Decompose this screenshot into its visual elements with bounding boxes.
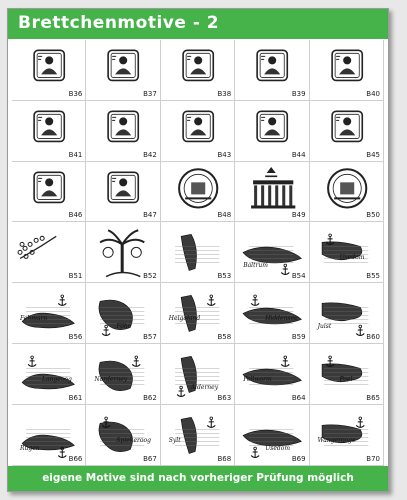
pisces-zodiac-icon xyxy=(34,50,64,80)
motif-cell-b40[interactable] xyxy=(310,40,384,101)
motif-cell-b53[interactable] xyxy=(161,222,235,283)
sagittarius-zodiac-icon xyxy=(34,111,64,141)
pirates-palm-icon xyxy=(100,231,144,277)
tile-frame xyxy=(257,50,287,80)
motif-place-name: Hiddensee xyxy=(265,315,298,323)
motif-code: B57 xyxy=(143,332,157,341)
motif-cell-b36[interactable] xyxy=(12,40,86,101)
motif-code: B53 xyxy=(217,272,232,281)
anchor-icon xyxy=(207,295,215,305)
motif-sheet xyxy=(7,8,389,492)
motif-place-name: Norderney xyxy=(94,376,128,383)
tile-frame xyxy=(109,172,139,202)
motif-code: B40 xyxy=(366,89,380,98)
tile-frame xyxy=(183,50,213,80)
cancer-zodiac-icon xyxy=(332,111,362,141)
motif-cell-b65[interactable] xyxy=(310,344,384,405)
bavaria-seal-icon xyxy=(179,169,217,207)
motif-code: B52 xyxy=(143,272,157,281)
motif-code: B58 xyxy=(217,332,232,341)
aquarius-zodiac-icon xyxy=(257,111,287,141)
motif-code: B69 xyxy=(291,454,306,463)
motif-cell-b55[interactable] xyxy=(310,222,384,283)
tile-frame xyxy=(34,172,64,202)
motif-cell-b56[interactable] xyxy=(12,283,86,344)
motif-cell-b62[interactable] xyxy=(86,344,160,405)
motif-code: B62 xyxy=(143,393,157,402)
motif-code: B66 xyxy=(68,454,83,463)
scorpio-zodiac-icon xyxy=(183,50,213,80)
motif-cell-b59[interactable] xyxy=(235,283,309,344)
motif-code: B63 xyxy=(217,393,232,402)
motif-cell-b70[interactable] xyxy=(310,405,384,466)
motif-code: B46 xyxy=(68,211,83,220)
motif-cell-b46[interactable] xyxy=(12,162,86,223)
motif-code: B45 xyxy=(366,150,380,159)
motif-cell-b60[interactable] xyxy=(310,283,384,344)
anchor-icon xyxy=(207,417,215,427)
motif-code: B37 xyxy=(143,89,157,98)
motif-code: B36 xyxy=(68,89,83,98)
motif-code: B70 xyxy=(366,454,380,463)
motif-cell-b68[interactable] xyxy=(161,405,235,466)
anchor-icon xyxy=(251,447,259,457)
motif-code: B44 xyxy=(291,150,306,159)
footer-note: eigene Motive sind nach vorheriger Prüfung möglich xyxy=(42,472,354,484)
motif-cell-b54[interactable] xyxy=(235,222,309,283)
island-map-anchor-icon xyxy=(243,247,301,264)
motif-cell-b61[interactable] xyxy=(12,344,86,405)
motif-code: B60 xyxy=(366,332,380,341)
motif-cell-b52[interactable] xyxy=(86,222,160,283)
motif-cell-b58[interactable] xyxy=(161,283,235,344)
island-map-anchor-icon xyxy=(322,303,368,324)
gemini-zodiac-icon xyxy=(34,172,64,202)
motif-place-name: Rügen xyxy=(20,444,40,452)
tile-frame xyxy=(34,111,64,141)
footer-bar xyxy=(8,466,388,491)
motif-code: B59 xyxy=(291,332,306,341)
motif-cell-b41[interactable] xyxy=(12,101,86,162)
anchor-icon xyxy=(356,325,364,335)
motif-cell-b67[interactable] xyxy=(86,405,160,466)
motif-place-name: Spiekeroog xyxy=(116,436,151,444)
motif-place-name: Usedom xyxy=(265,444,291,452)
tile-frame xyxy=(109,111,139,141)
motif-code: B55 xyxy=(366,272,380,281)
motif-place-name: Langeoog xyxy=(42,376,72,383)
tile-frame xyxy=(34,50,64,80)
motif-place-name: Sylt xyxy=(168,436,181,444)
motif-cell-b48[interactable] xyxy=(161,162,235,223)
taurus-zodiac-icon xyxy=(109,111,139,141)
island-map-icon xyxy=(175,235,219,271)
motif-cell-b66[interactable] xyxy=(12,405,86,466)
motif-cell-b63[interactable] xyxy=(161,344,235,405)
motif-code: B67 xyxy=(143,454,157,463)
anchor-icon xyxy=(102,325,110,335)
motif-code: B51 xyxy=(68,272,83,281)
motif-cell-b64[interactable] xyxy=(235,344,309,405)
tile-frame xyxy=(332,50,362,80)
motif-cell-b43[interactable] xyxy=(161,101,235,162)
stars-swirl-icon xyxy=(18,237,56,259)
tile-frame xyxy=(332,111,362,141)
motif-code: B42 xyxy=(143,150,157,159)
motif-code: B50 xyxy=(366,211,380,220)
anchor-icon xyxy=(58,295,66,305)
motif-cell-b45[interactable] xyxy=(310,101,384,162)
motif-place-name: Juist xyxy=(317,323,332,331)
motif-cell-b47[interactable] xyxy=(86,162,160,223)
motif-code: B41 xyxy=(68,150,83,159)
motif-place-name: Helgoland xyxy=(168,315,201,323)
motif-code: B47 xyxy=(143,211,157,220)
motif-cell-b44[interactable] xyxy=(235,101,309,162)
motif-code: B48 xyxy=(217,211,232,220)
motif-code: B65 xyxy=(366,393,380,402)
anchor-icon xyxy=(326,234,334,244)
motif-cell-b51[interactable] xyxy=(12,222,86,283)
motif-code: B54 xyxy=(291,272,306,281)
tile-frame xyxy=(109,50,139,80)
motif-code: B38 xyxy=(217,89,232,98)
anchor-icon xyxy=(28,356,36,366)
motif-place-name: Poel xyxy=(339,376,353,383)
anchor-icon xyxy=(356,417,364,427)
motif-cell-b50[interactable] xyxy=(310,162,384,223)
aries-zodiac-icon xyxy=(257,50,287,80)
anchor-icon xyxy=(177,386,185,396)
capricorn-zodiac-icon xyxy=(332,50,362,80)
motif-place-name: Föhr xyxy=(116,323,131,331)
virgo-zodiac-icon xyxy=(109,50,139,80)
header-bar xyxy=(8,9,388,39)
leo-zodiac-icon xyxy=(109,172,139,202)
motif-cell-b38[interactable] xyxy=(161,40,235,101)
anchor-icon xyxy=(281,265,289,275)
anchor-icon xyxy=(326,356,334,366)
island-map-anchor-icon xyxy=(243,429,301,446)
island-map-anchor-icon xyxy=(175,295,219,331)
motif-cell-b39[interactable] xyxy=(235,40,309,101)
motif-cell-b49[interactable] xyxy=(235,162,309,223)
brandenburg-gate-icon xyxy=(251,168,295,208)
motif-code: B68 xyxy=(217,454,232,463)
island-map-anchor-icon xyxy=(175,417,219,453)
motif-code: B61 xyxy=(68,393,83,402)
motif-grid xyxy=(12,40,384,466)
libra-zodiac-icon xyxy=(183,111,213,141)
tile-frame xyxy=(257,111,287,141)
motif-place-name: Pellworm xyxy=(243,376,272,383)
motif-cell-b57[interactable] xyxy=(86,283,160,344)
motif-place-name: Alderney xyxy=(190,384,219,391)
motif-place-name: Fehmarn xyxy=(20,315,48,323)
motif-code: B49 xyxy=(291,211,306,220)
motif-code: B39 xyxy=(291,89,306,98)
motif-code: B56 xyxy=(68,332,83,341)
anchor-icon xyxy=(281,356,289,366)
motif-code: B43 xyxy=(217,150,232,159)
motif-place-name: Wangerooge xyxy=(317,436,356,444)
motif-cell-b69[interactable] xyxy=(235,405,309,466)
postmark-stamp-icon xyxy=(328,169,366,207)
anchor-icon xyxy=(133,356,141,366)
motif-cell-b37[interactable] xyxy=(86,40,160,101)
motif-place-name: Usedom xyxy=(339,254,365,262)
anchor-icon xyxy=(251,295,259,305)
motif-code: B64 xyxy=(291,393,306,402)
page-title: Brettchenmotive - 2 xyxy=(18,13,220,33)
motif-place-name: Baltrum xyxy=(243,262,268,270)
tile-frame xyxy=(183,111,213,141)
motif-cell-b42[interactable] xyxy=(86,101,160,162)
